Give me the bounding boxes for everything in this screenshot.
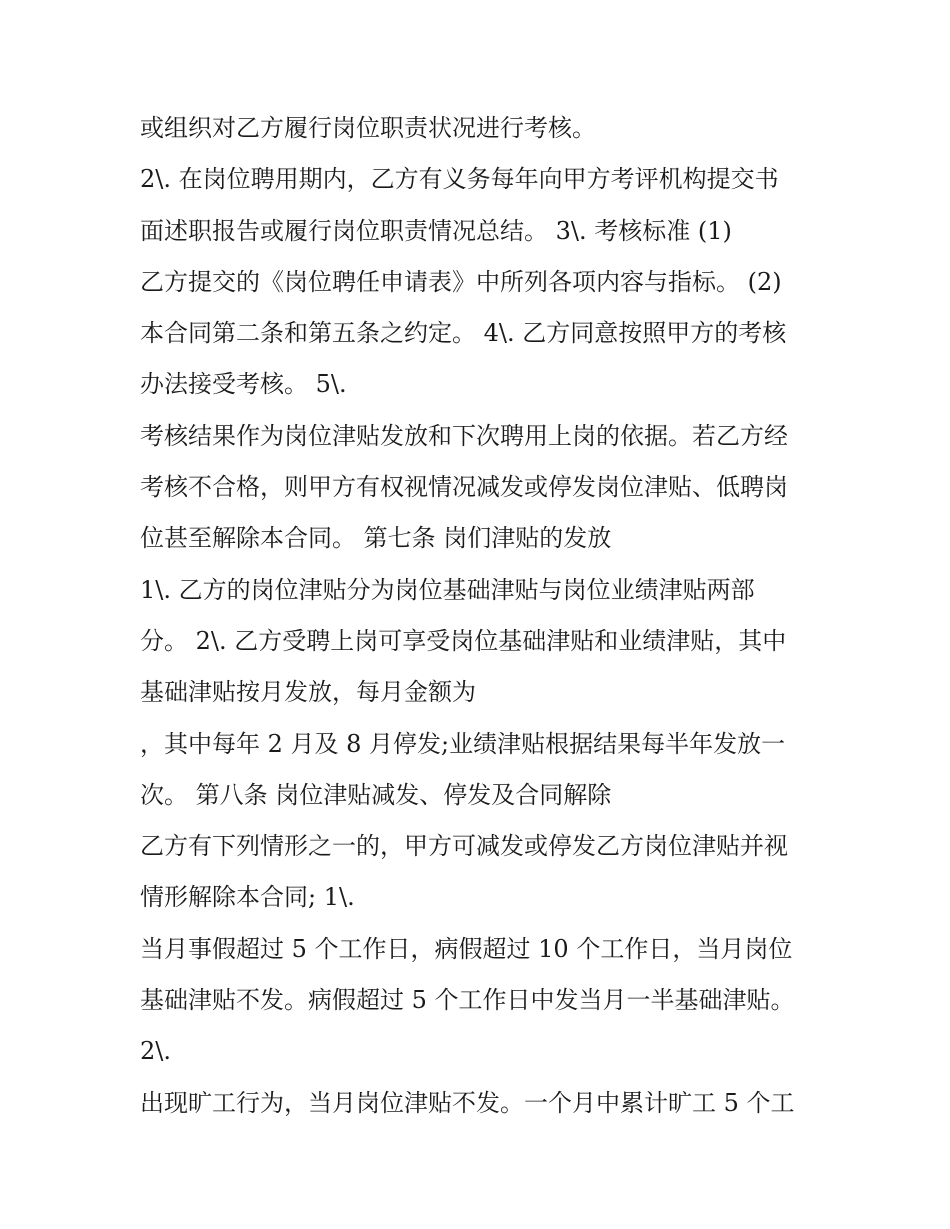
document-body [140,103,820,1129]
text-line: 分。 2\. 乙方受聘上岗可享受岗位基础津贴和业绩津贴，其中 [140,626,787,655]
text-line: 次。 第八条 岗位津贴减发、停发及合同解除 [140,780,612,809]
text-line: 2\. 在岗位聘用期内，乙方有义务每年向甲方考评机构提交书 [140,165,779,194]
text-line: 乙方提交的《岗位聘任申请表》中所列各项内容与指标。 (2) [140,267,782,296]
text-line: 乙方有下列情形之一的，甲方可减发或停发乙方岗位津贴并视 [140,832,788,861]
text-line: 面述职报告或履行岗位职责情况总结。 3\. 考核标准 (1) [140,216,732,245]
text-line: 本合同第二条和第五条之约定。 4\. 乙方同意按照甲方的考核 [140,319,787,348]
text-line: 或组织对乙方履行岗位职责状况进行考核。 [140,114,596,142]
text-line: 基础津贴按月发放，每月金额为 [140,678,476,707]
text-line: 考核不合格，则甲方有权视情况减发或停发岗位津贴、低聘岗 [140,473,788,502]
text-line: 基础津贴不发。病假超过 5 个工作日中发当月一半基础津贴。 [140,986,795,1015]
text-line: ，其中每年 2 月及 8 月停发;业绩津贴根据结果每半年发放一 [140,729,786,758]
text-line: 位甚至解除本合同。 第七条 岗们津贴的发放 [140,524,612,553]
text-line: 当月事假超过 5 个工作日，病假超过 10 个工作日，当月岗位 [140,934,793,963]
text-line: 考核结果作为岗位津贴发放和下次聘用上岗的依据。若乙方经 [140,421,788,450]
text-line: 1\. 乙方的岗位津贴分为岗位基础津贴与岗位业绩津贴两部 [140,575,755,604]
text-line: 出现旷工行为，当月岗位津贴不发。一个月中累计旷工 5 个工 [140,1088,795,1117]
text-line: 情形解除本合同; 1\. [140,883,355,912]
text-line: 2\. [140,1037,171,1066]
text-line: 办法接受考核。 5\. [140,370,347,399]
